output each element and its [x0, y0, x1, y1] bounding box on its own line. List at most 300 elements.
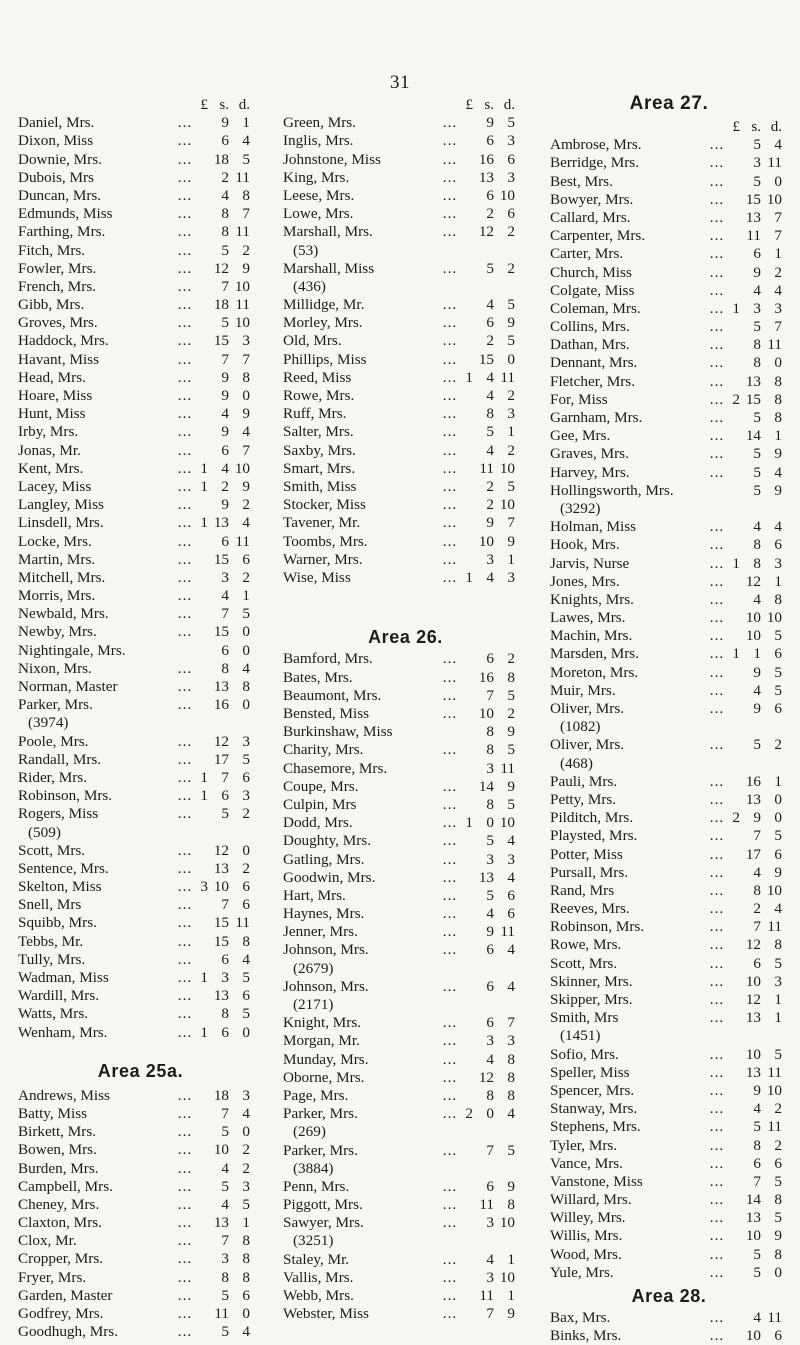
subscriber-entry: [18, 496, 263, 514]
amount-pence: 5: [507, 686, 515, 704]
amount-pence: 4: [242, 659, 250, 677]
amount-shillings: 12: [213, 259, 229, 277]
amount-pence: 4: [242, 132, 250, 150]
amount-pounds: 3: [200, 878, 208, 896]
leader-dots: ...: [177, 132, 193, 150]
pence-header: d.: [770, 119, 782, 135]
amount-shillings: 11: [479, 459, 494, 477]
amount-pence: 1: [242, 1214, 250, 1232]
subscriber-name: Groves, Mrs.: [18, 314, 98, 332]
amount-shillings: 8: [753, 536, 761, 554]
subscriber-entry: [18, 678, 263, 696]
leader-dots: ...: [177, 787, 193, 805]
amount-shillings: 16: [478, 150, 494, 168]
subscriber-entry: [550, 900, 788, 918]
subscriber-entry: [18, 1269, 263, 1287]
subscriber-entry: [283, 551, 528, 569]
area-heading: Area 27.: [629, 93, 709, 114]
amount-pence: 0: [774, 354, 782, 372]
column-1: [18, 96, 263, 1341]
subscriber-name: Wardill, Mrs.: [18, 987, 100, 1005]
amount-pence: 4: [507, 941, 515, 959]
amount-pounds: 1: [200, 1023, 208, 1041]
subscriber-name: Fryer, Mrs.: [18, 1268, 87, 1286]
subscriber-name: Skinner, Mrs.: [550, 972, 633, 990]
amount-shillings: 0: [486, 814, 494, 832]
amount-pence: 0: [242, 641, 250, 659]
subscriber-entry: [283, 478, 528, 496]
subscriber-name: Oliver, Mrs.: [550, 700, 625, 717]
subscriber-entry: [283, 1214, 528, 1232]
subscriber-name: Pauli, Mrs.: [550, 772, 618, 790]
subscriber-entry: [550, 154, 788, 172]
amount-pence: 3: [507, 405, 515, 423]
subscriber-name: Lowe, Mrs.: [283, 205, 354, 223]
leader-dots: ...: [709, 518, 725, 536]
leader-dots: ...: [709, 681, 725, 699]
amount-shillings: 3: [486, 759, 494, 777]
leader-dots: ...: [442, 977, 458, 995]
amount-shillings: 18: [213, 150, 229, 168]
amount-pence: 4: [242, 950, 250, 968]
amount-shillings: 13: [745, 372, 761, 390]
subscriber-name: Petty, Mrs.: [550, 790, 617, 808]
subscriber-entry: [18, 151, 263, 169]
subscriber-name: Vanstone, Miss: [550, 1172, 643, 1190]
subscriber-entry: [550, 827, 788, 845]
amount-pence: 5: [507, 332, 515, 350]
subscriber-entry: [18, 132, 263, 150]
amount-shillings: 4: [486, 441, 494, 459]
subscriber-name: Holman, Miss: [550, 518, 637, 536]
blank-line: [283, 587, 528, 605]
amount-pence: 7: [507, 1014, 515, 1032]
subscriber-entry: [18, 587, 263, 605]
subscriber-name: Garden, Master: [18, 1286, 113, 1304]
amount-shillings: 5: [753, 318, 761, 336]
subscriber-name: Reeves, Mrs.: [550, 900, 630, 918]
subscriber-name: Warner, Mrs.: [283, 550, 363, 568]
amount-pence: 3: [774, 972, 782, 990]
amount-pence: 2: [242, 1141, 250, 1159]
amount-shillings: 5: [221, 1123, 229, 1141]
amount-shillings: 13: [213, 859, 229, 877]
amount-pence: 0: [774, 809, 782, 827]
leader-dots: ...: [442, 186, 458, 204]
amount-shillings: 6: [486, 186, 494, 204]
leader-dots: ...: [177, 150, 193, 168]
leader-dots: ...: [709, 736, 725, 754]
subscriber-entry: [18, 878, 263, 896]
amount-pence: 6: [774, 700, 782, 717]
leader-dots: ...: [442, 795, 458, 813]
subscriber-name: Snell, Mrs: [18, 896, 82, 914]
leader-dots: ...: [442, 405, 458, 423]
subscriber-name: Wise, Miss: [283, 568, 351, 586]
subscriber-name: Parker, Mrs.: [283, 1105, 358, 1123]
subscriber-entry: [283, 687, 528, 705]
leader-dots: ...: [709, 1327, 725, 1345]
subscriber-entry: [283, 514, 528, 532]
leader-dots: ...: [442, 777, 458, 795]
subscriber-entry: [283, 796, 528, 814]
amount-shillings: 9: [221, 387, 229, 404]
amount-pence: 0: [242, 1023, 250, 1041]
leader-dots: ...: [442, 132, 458, 150]
amount-shillings: 5: [486, 259, 494, 277]
subscriber-name: Wadman, Miss: [18, 969, 109, 986]
amount-shillings: 8: [486, 741, 494, 759]
subscriber-entry: [550, 373, 788, 391]
leader-dots: ...: [442, 168, 458, 186]
subscriber-name: Farthing, Mrs.: [18, 223, 106, 241]
leader-dots: ...: [177, 459, 193, 477]
leader-dots: ...: [442, 477, 458, 495]
subscriber-name: Bowyer, Mrs.: [550, 190, 634, 208]
subscriber-name: Rider, Mrs.: [18, 768, 87, 786]
amount-shillings: 4: [753, 281, 761, 299]
amount-shillings: 7: [221, 896, 229, 914]
subscriber-entry: [18, 860, 263, 878]
leader-dots: ...: [442, 332, 458, 350]
subscriber-entry: [18, 187, 263, 205]
amount-shillings: 5: [753, 481, 761, 499]
amount-shillings: 4: [753, 1100, 761, 1118]
amount-shillings: 4: [221, 459, 229, 477]
amount-pence: 10: [234, 277, 250, 295]
amount-shillings: 0: [486, 1105, 494, 1123]
amount-shillings: 9: [753, 663, 761, 681]
subscriber-entry: [283, 1014, 528, 1032]
amount-shillings: 7: [753, 827, 761, 845]
amount-pence: 8: [774, 390, 782, 408]
leader-dots: ...: [177, 805, 193, 823]
amount-pence: 2: [507, 223, 515, 241]
leader-dots: ...: [442, 387, 458, 404]
amount-pence: 5: [242, 150, 250, 168]
amount-shillings: 4: [753, 681, 761, 699]
subscriber-entry: [550, 1118, 788, 1136]
subscriber-entry: [283, 723, 528, 741]
amount-shillings: 5: [221, 1323, 229, 1341]
amount-pence: 9: [507, 532, 515, 550]
pence-header: d.: [503, 97, 515, 113]
amount-shillings: 13: [745, 208, 761, 226]
leader-dots: ...: [709, 445, 725, 463]
amount-pence: 0: [774, 790, 782, 808]
reference-number: (269): [293, 1123, 326, 1141]
amount-shillings: 15: [213, 623, 229, 641]
amount-pence: 11: [235, 296, 250, 314]
subscriber-name: Gibb, Mrs.: [18, 296, 85, 314]
leader-dots: ...: [177, 605, 193, 623]
leader-dots: ...: [709, 1309, 725, 1326]
amount-pence: 8: [242, 678, 250, 695]
subscriber-name: Godfrey, Mrs.: [18, 1305, 104, 1322]
amount-shillings: 13: [213, 514, 229, 532]
amount-pence: 10: [766, 1081, 782, 1099]
subscriber-name: Hart, Mrs.: [283, 886, 346, 904]
amount-pence: 1: [774, 772, 782, 790]
subscriber-entry: [550, 773, 788, 791]
subscriber-name: Skelton, Miss: [18, 878, 102, 896]
amount-pence: 5: [507, 795, 515, 813]
amount-pence: 6: [242, 878, 250, 896]
amount-pence: 8: [774, 590, 782, 608]
amount-pence: 1: [774, 1009, 782, 1027]
leader-dots: ...: [442, 1305, 458, 1323]
leader-dots: ...: [177, 1104, 193, 1122]
subscriber-name: Andrews, Miss: [18, 1086, 110, 1104]
amount-shillings: 12: [745, 991, 761, 1008]
amount-shillings: 14: [745, 1191, 761, 1209]
entry-reference: [283, 1160, 528, 1178]
amount-pence: 3: [507, 168, 515, 186]
subscriber-entry: [550, 482, 788, 500]
subscriber-entry: [283, 669, 528, 687]
subscriber-name: Clox, Mr.: [18, 1232, 77, 1250]
amount-pence: 7: [774, 227, 782, 245]
leader-dots: ...: [177, 1123, 193, 1141]
subscriber-entry: [18, 1160, 263, 1178]
subscriber-entry: [550, 245, 788, 263]
subscriber-name: Dathan, Mrs.: [550, 336, 630, 354]
reference-number: (509): [28, 823, 61, 841]
amount-pence: 1: [774, 427, 782, 445]
subscriber-entry: [18, 296, 263, 314]
subscriber-name: Jenner, Mrs.: [283, 923, 358, 941]
subscriber-name: Gatling, Mrs.: [283, 850, 365, 868]
subscriber-name: Fowler, Mrs.: [18, 259, 97, 277]
amount-pence: 8: [242, 1268, 250, 1286]
subscriber-name: Tyler, Mrs.: [550, 1136, 618, 1154]
subscriber-name: Jonas, Mr.: [18, 441, 81, 459]
subscriber-entry: [550, 736, 788, 754]
subscriber-name: Oborne, Mrs.: [283, 1068, 365, 1086]
amount-shillings: 9: [486, 923, 494, 941]
subscriber-name: Yule, Mrs.: [550, 1263, 614, 1281]
amount-pence: 5: [507, 114, 515, 132]
subscriber-entry: [283, 1142, 528, 1160]
amount-pence: 10: [499, 459, 515, 477]
leader-dots: ...: [177, 550, 193, 568]
amount-pence: 8: [507, 1196, 515, 1214]
subscriber-entry: [18, 351, 263, 369]
subscriber-entry: [18, 842, 263, 860]
amount-pence: 0: [242, 696, 250, 714]
amount-pence: 4: [774, 518, 782, 536]
amount-shillings: 5: [753, 172, 761, 190]
subscriber-name: Garnham, Mrs.: [550, 409, 643, 426]
leader-dots: ...: [177, 514, 193, 532]
amount-shillings: 5: [221, 1177, 229, 1195]
leader-dots: ...: [709, 208, 725, 226]
amount-pence: 7: [242, 441, 250, 459]
subscriber-entry: [550, 1155, 788, 1173]
subscriber-name: Jarvis, Nurse: [550, 554, 630, 572]
amount-pence: 10: [499, 1268, 515, 1286]
subscriber-entry: [550, 1209, 788, 1227]
leader-dots: ...: [442, 850, 458, 868]
amount-pence: 5: [774, 663, 782, 681]
amount-pence: 1: [242, 114, 250, 132]
leader-dots: ...: [442, 1105, 458, 1123]
amount-shillings: 15: [213, 932, 229, 950]
leader-dots: ...: [709, 554, 725, 572]
entry-reference: [283, 278, 528, 296]
leader-dots: ...: [442, 668, 458, 686]
subscriber-entry: [18, 1123, 263, 1141]
amount-shillings: 12: [213, 732, 229, 750]
subscriber-name: Beaumont, Mrs.: [283, 686, 382, 704]
amount-shillings: 10: [745, 972, 761, 990]
leader-dots: ...: [177, 277, 193, 295]
leader-dots: ...: [442, 150, 458, 168]
subscriber-name: Bates, Mrs.: [283, 668, 353, 686]
subscriber-name: Wenham, Mrs.: [18, 1023, 108, 1041]
subscriber-entry: [283, 423, 528, 441]
subscriber-name: Duncan, Mrs.: [18, 186, 102, 204]
amount-shillings: 8: [753, 336, 761, 354]
leader-dots: ...: [177, 1023, 193, 1041]
subscriber-entry: [283, 351, 528, 369]
pounds-header: £: [200, 97, 208, 113]
column-3: [550, 93, 788, 1345]
subscriber-entry: [283, 832, 528, 850]
amount-pounds: 1: [732, 299, 740, 317]
amount-pence: 8: [774, 409, 782, 426]
amount-pounds: 2: [732, 390, 740, 408]
subscriber-entry: [283, 1051, 528, 1069]
subscriber-name: Smith, Mrs: [550, 1009, 619, 1027]
subscriber-entry: [550, 1191, 788, 1209]
leader-dots: ...: [177, 1323, 193, 1341]
entry-reference: [283, 1123, 528, 1141]
subscriber-name: Robinson, Mrs.: [550, 918, 645, 936]
amount-pence: 11: [767, 1118, 782, 1136]
leader-dots: ...: [177, 950, 193, 968]
subscriber-name: Webster, Miss: [283, 1305, 369, 1323]
amount-shillings: 4: [221, 186, 229, 204]
amount-shillings: 17: [745, 845, 761, 863]
amount-pence: 0: [242, 1305, 250, 1322]
leader-dots: ...: [709, 136, 725, 154]
subscriber-entry: [283, 332, 528, 350]
amount-shillings: 13: [478, 868, 494, 886]
amount-pence: 4: [774, 900, 782, 918]
currency-header: [18, 96, 263, 114]
amount-shillings: 9: [221, 423, 229, 441]
subscriber-name: Robinson, Mrs.: [18, 787, 113, 805]
leader-dots: ...: [442, 1068, 458, 1086]
leader-dots: ...: [177, 914, 193, 932]
subscriber-entry: [550, 445, 788, 463]
amount-pence: 6: [774, 1154, 782, 1172]
subscriber-name: Marshall, Mrs.: [283, 223, 373, 241]
amount-pence: 8: [774, 1245, 782, 1263]
amount-pence: 4: [774, 281, 782, 299]
reference-number: (3292): [560, 499, 601, 517]
amount-pence: 5: [242, 1005, 250, 1023]
amount-pence: 7: [242, 205, 250, 223]
leader-dots: ...: [177, 387, 193, 404]
amount-shillings: 13: [745, 1009, 761, 1027]
amount-shillings: 3: [221, 568, 229, 586]
subscriber-name: Hollingsworth, Mrs.: [550, 481, 674, 499]
leader-dots: ...: [709, 372, 725, 390]
subscriber-name: Speller, Miss: [550, 1063, 630, 1081]
subscriber-name: Irby, Mrs.: [18, 423, 79, 441]
column-2: [283, 96, 528, 1323]
subscriber-entry: [18, 405, 263, 423]
amount-pence: 2: [507, 441, 515, 459]
amount-pounds: 2: [465, 1105, 473, 1123]
amount-pence: 0: [242, 623, 250, 641]
amount-pence: 11: [235, 914, 250, 932]
subscriber-entry: [550, 809, 788, 827]
subscriber-name: Scott, Mrs.: [550, 954, 618, 972]
amount-shillings: 14: [745, 427, 761, 445]
subscriber-name: Dodd, Mrs.: [283, 814, 353, 832]
leader-dots: ...: [442, 1250, 458, 1268]
leader-dots: ...: [442, 1287, 458, 1304]
leader-dots: ...: [177, 1214, 193, 1232]
leader-dots: ...: [177, 1195, 193, 1213]
amount-pence: 11: [767, 918, 782, 936]
leader-dots: ...: [442, 1050, 458, 1068]
amount-shillings: 12: [478, 1068, 494, 1086]
entry-reference: [283, 1232, 528, 1250]
subscriber-name: Harvey, Mrs.: [550, 463, 630, 481]
reference-number: (468): [560, 754, 593, 772]
amount-pence: 10: [234, 314, 250, 332]
amount-shillings: 16: [478, 668, 494, 686]
subscriber-name: Tavener, Mr.: [283, 514, 361, 532]
leader-dots: ...: [709, 1045, 725, 1063]
amount-pence: 8: [242, 1250, 250, 1268]
subscriber-entry: [283, 905, 528, 923]
subscriber-entry: [18, 1287, 263, 1305]
amount-shillings: 12: [478, 223, 494, 241]
subscriber-name: Coleman, Mrs.: [550, 299, 641, 317]
amount-shillings: 7: [221, 350, 229, 368]
subscriber-entry: [18, 805, 263, 823]
leader-dots: ...: [442, 459, 458, 477]
leader-dots: ...: [177, 859, 193, 877]
subscriber-entry: [283, 941, 528, 959]
subscriber-entry: [550, 136, 788, 154]
amount-shillings: 6: [486, 977, 494, 995]
leader-dots: ...: [709, 281, 725, 299]
shillings-header: s.: [751, 119, 761, 135]
leader-dots: ...: [177, 878, 193, 896]
amount-pence: 6: [774, 1327, 782, 1345]
amount-shillings: 8: [221, 205, 229, 223]
amount-pounds: 1: [465, 368, 473, 386]
amount-shillings: 5: [221, 314, 229, 332]
amount-pence: 4: [507, 977, 515, 995]
amount-pence: 10: [766, 190, 782, 208]
subscriber-entry: [550, 1227, 788, 1245]
subscriber-entry: [550, 1046, 788, 1064]
amount-shillings: 8: [753, 554, 761, 572]
subscriber-name: Rand, Mrs: [550, 881, 615, 899]
subscriber-entry: [283, 187, 528, 205]
subscriber-name: Goodwin, Mrs.: [283, 868, 376, 886]
subscriber-name: Wood, Mrs.: [550, 1245, 622, 1263]
amount-pence: 2: [242, 568, 250, 586]
subscriber-name: Rogers, Miss: [18, 805, 99, 823]
